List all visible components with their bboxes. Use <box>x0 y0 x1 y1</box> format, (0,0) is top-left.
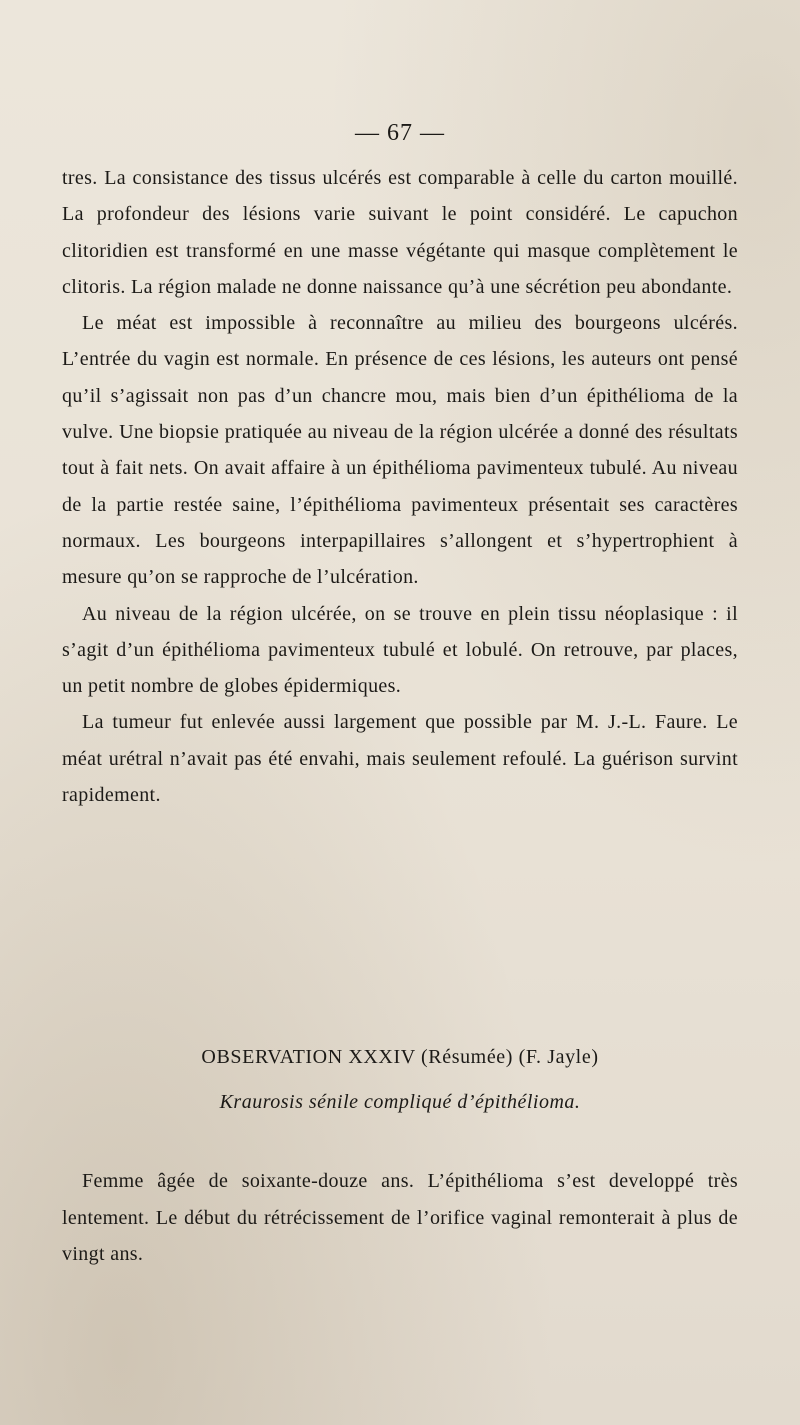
observation-text <box>62 1163 738 1273</box>
page-number: — 67 — <box>355 120 445 146</box>
observation-title: OBSERVATION XXXIV (Résumée) (F. Jayle) <box>201 1046 599 1068</box>
paragraph-1: tres. La consistance des tissus ulcérés est comparable à celle du carton mouillé. La profondeur des lésions varie suivant le point considéré. Le capuchon clitoridien est transformé en une masse végétante qui masque complètement le clitoris. La région malade ne donne naissance qu’à une sécrétion peu abondante. <box>62 167 738 298</box>
observation-paragraph-1: Femme âgée de soixante-douze ans. L’épithélioma s’est developpé très lentement. Le début du rétrécissement de l’orifice vaginal remonterait à plus de vingt ans. <box>62 1170 738 1265</box>
paragraph-3: Au niveau de la région ulcérée, on se trouve en plein tissu néoplasique : il s’agit d’un épithélioma pavimenteux tubulé et lobulé. On retrouve, par places, un petit nombre de globes épidermiques. <box>62 602 738 698</box>
paragraph-4: La tumeur fut enlevée aussi largement que possible par M. J.-L. Faure. Le méat urétral n’avait pas été envahi, mais seulement refoulé. La guérison survint rapidement. <box>62 711 738 807</box>
paragraph-2: Le méat est impossible à reconnaître au milieu des bourgeons ulcérés. L’entrée du vagin est normale. En présence de ces lésions, les auteurs ont pensé qu’il s’agissait non pas d’un chancre mou, mais bien d’un épithélioma de la vulve. Une biopsie pratiquée au niveau de la région ulcérée a donné des résultats tout à fait nets. On avait affaire à un épithélioma pavimenteux tubulé. Au niveau de la partie restée saine, l’épithélioma pavimenteux présentait ses caractères normaux. Les bourgeons interpapillaires s’allongent et s’hypertrophient à mesure qu’on se rapproche de l’ulcération. <box>62 312 738 589</box>
observation-subtitle: Kraurosis sénile compliqué d’épithélioma. <box>219 1091 581 1113</box>
body-text <box>62 160 738 813</box>
